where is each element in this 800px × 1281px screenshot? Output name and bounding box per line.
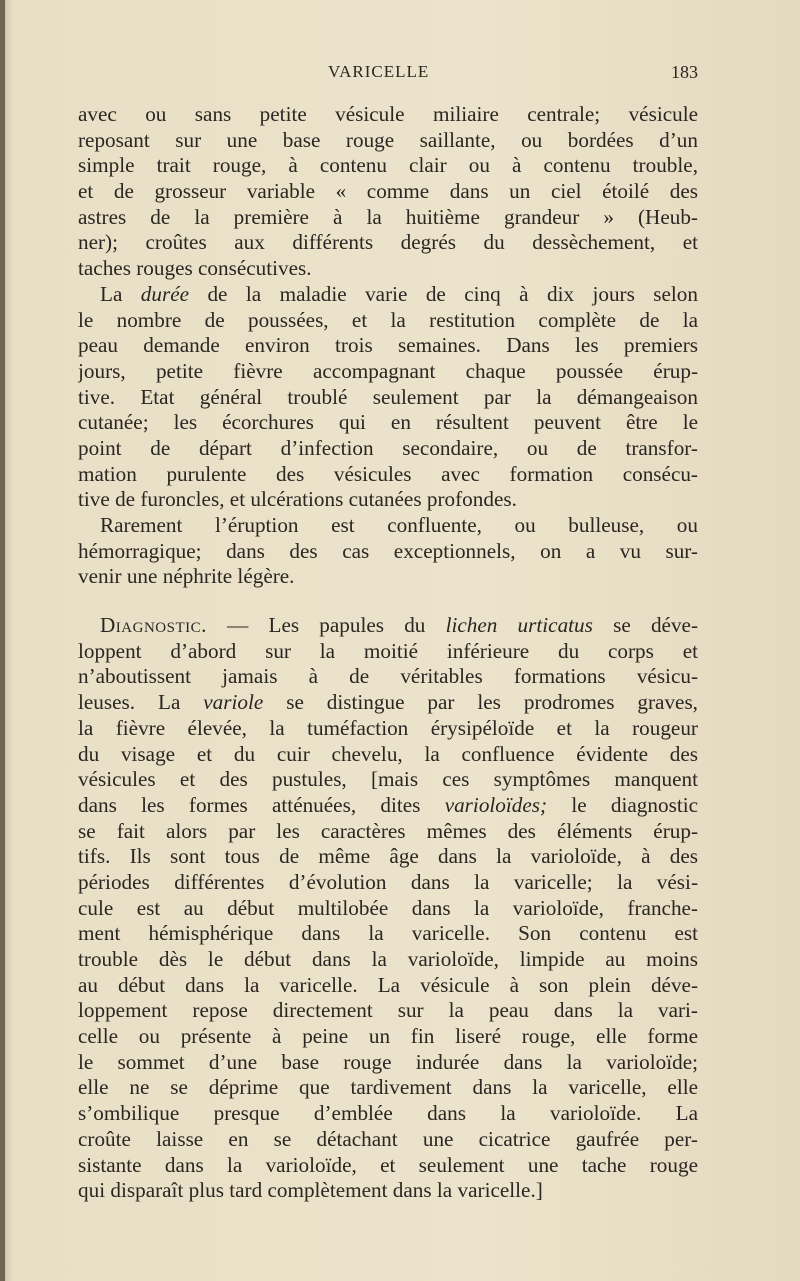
italic-term: durée [140,281,190,306]
binding-edge [0,0,5,1281]
italic-term: lichen urticatus [445,613,593,638]
section-heading: Diagnostic. [100,613,207,638]
body-text [78,102,698,1204]
text-line: tifs. Ils sont tous de même âge dans la varioloïde, à des [78,844,698,869]
text-line: la fièvre élevée, la tuméfaction érysipéloïde et la rougeur [78,715,698,740]
text-line: périodes différentes d’évolution dans la varicelle; la vési- [78,869,698,894]
text-line: ner); croûtes aux différents degrés du dessèchement, et [78,230,698,255]
running-head [78,62,698,86]
text-line: croûte laisse en se détachant une cicatrice gaufrée per- [78,1126,698,1151]
text-line [78,690,698,716]
text-line: peau demande environ trois semaines. Dans les premiers [78,333,698,358]
text-line: au début dans la varicelle. La vésicule à son plein déve- [78,972,698,997]
text-fragment: se déve- [592,613,698,638]
text-line: ment hémisphérique dans la varicelle. Son contenu est [78,921,698,946]
text-line: n’aboutissent jamais à de véritables formations vésicu- [78,664,698,689]
text-fragment: La [100,281,123,306]
text-line: mation purulente des vésicules avec formation consécu- [78,461,698,486]
text-line: s’ombilique presque d’emblée dans la varioloïde. La [78,1101,698,1126]
text-line: qui disparaît plus tard complètement dans la varicelle.] [78,1178,543,1203]
text-line: jours, petite fièvre accompagnant chaque poussée érup- [78,358,698,383]
text-line: loppent d’abord sur la moitié inférieure du corps et [78,638,698,663]
text-line: tive de furoncles, et ulcérations cutanées profondes. [78,487,517,512]
text-line: loppement repose directement sur la peau dans la vari- [78,998,698,1023]
text-line: reposant sur une base rouge saillante, ou bordées d’un [78,127,698,152]
italic-term: varioloïdes; [444,792,548,817]
text-line: venir une néphrite légère. [78,564,295,589]
text-line: le nombre de poussées, et la restitution complète de la [78,307,698,332]
text-line: hémorragique; dans des cas exceptionnels, on a vu sur- [78,538,698,563]
text-line [78,282,698,308]
text-fragment: dans les formes atténuées, dites [78,792,445,817]
text-line: sistante dans la varioloïde, et seulement une tache rouge [78,1152,698,1177]
text-line: simple trait rouge, à contenu clair ou à contenu trouble, [78,153,698,178]
text-line: cutanée; les écorchures qui en résultent peuvent être le [78,410,698,435]
text-line: celle ou présente à peine un fin liseré rouge, elle forme [78,1024,698,1049]
text-line: elle ne se déprime que tardivement dans la varicelle, elle [78,1075,698,1100]
page-number: 183 [671,62,698,82]
text-fragment: le diagnostic [547,792,698,817]
text-line: astres de la première à la huitième grandeur » (Heub- [78,204,698,229]
text-fragment: — Les papules du [206,613,446,638]
text-fragment: de la maladie varie de cinq à dix jours selon [207,281,698,306]
section-gap [78,590,698,613]
text-line: et de grosseur variable « comme dans un ciel étoilé des [78,179,698,204]
running-title: VARICELLE [328,62,430,81]
text-line: cule est au début multilobée dans la varioloïde, franche- [78,895,698,920]
text-fragment: se distingue par les prodromes graves, [263,690,698,715]
text-line: avec ou sans petite vésicule miliaire centrale; vésicule [78,102,698,126]
text-line: tive. Etat général troublé seulement par la démangeaison [78,384,698,409]
text-line [78,793,698,819]
text-line [78,613,698,639]
italic-term: variole [203,690,264,715]
text-line: point de départ d’infection secondaire, ou de transfor- [78,435,698,460]
text-line: le sommet d’une base rouge indurée dans la varioloïde; [78,1049,698,1074]
text-line: vésicules et des pustules, [mais ces symptômes manquent [78,767,698,792]
text-line: taches rouges consécutives. [78,256,312,281]
text-fragment: leuses. La [78,690,204,715]
text-line: du visage et du cuir chevelu, la confluence évidente des [78,741,698,766]
text-line: trouble dès le début dans la varioloïde, limpide au moins [78,947,698,971]
text-line: Rarement l’éruption est confluente, ou bulleuse, ou [100,513,698,537]
text-line: se fait alors par les caractères mêmes des éléments érup- [78,818,698,843]
